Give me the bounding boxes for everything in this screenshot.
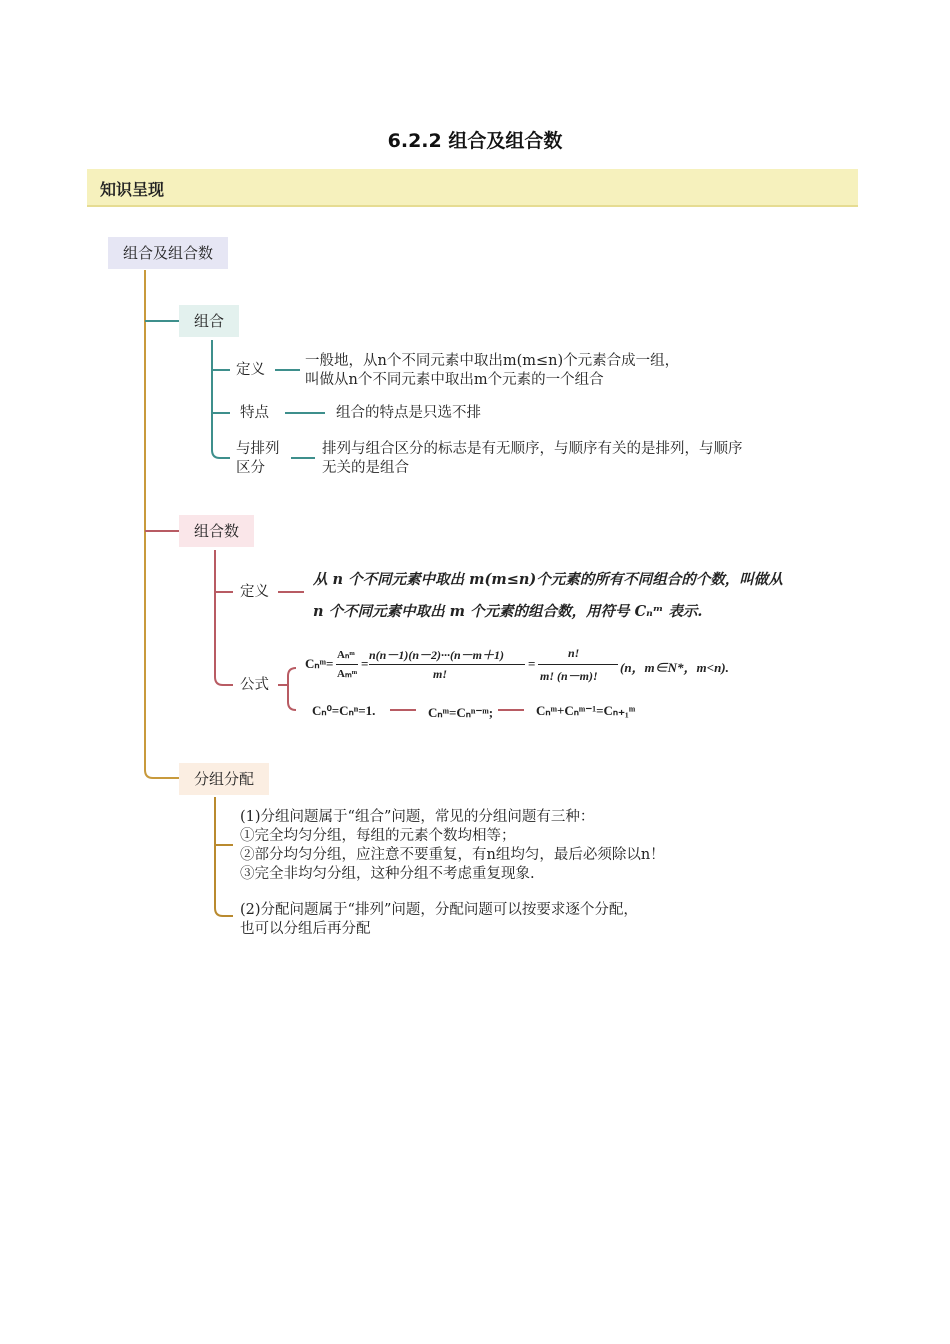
combination-number-definition-line2: n 个不同元素中取出 m 个元素的组合数，用符号 Cₙᵐ 表示. [313,603,703,620]
section-banner [87,169,858,207]
combination-definition-label: 定义 [236,362,265,378]
formula-frac2-denominator: m! [433,667,448,681]
combination-diff-line2: 无关的是组合 [322,460,409,476]
formula-lhs: Cₙᵐ= [305,656,334,671]
formula-frac2-numerator: n(n－1)(n－2)···(n－m＋1) [369,648,505,662]
combination-diff-label-line1: 与排列 [236,441,280,457]
grouping-item2-line1: (2)分配问题属于“排列”问题，分配问题可以按要求逐个分配， [240,902,638,918]
mindmap-root-node: 组合及组合数 [108,237,228,269]
formula-property-1: Cₙ⁰=Cₙⁿ=1. [312,703,376,718]
combination-definition-line1: 一般地，从n个不同元素中取出m(m≤n)个元素合成一组， [305,353,680,369]
formula-frac1-bar [336,664,358,665]
combination-subtree [212,340,230,458]
combination-node: 组合 [179,305,239,337]
formula-condition: (n，m∈N*，m<n). [620,660,729,675]
combination-number-definition-line1: 从 n 个不同元素中取出 m(m≤n)个元素的所有不同组合的个数，叫做从 [313,571,783,588]
combination-number-formula-label: 公式 [240,677,269,693]
formula-frac1-denominator: Aₘᵐ [337,668,358,680]
combination-feature-text: 组合的特点是只选不排 [336,405,481,421]
combination-number-subtree [215,550,233,685]
formula-property-2: Cₙᵐ=Cₙⁿ⁻ᵐ; [428,705,494,720]
formula-frac3-bar [538,664,618,665]
section-banner-label: 知识呈现 [100,180,165,199]
grouping-item1-line2: ①完全均匀分组，每组的元素个数均相等； [240,828,516,844]
grouping-item1-line3: ②部分均匀分组，应注意不要重复，有n组均匀，最后必须除以n！ [240,847,665,863]
combination-diff-line1: 排列与组合区分的标志是有无顺序，与顺序有关的是排列，与顺序 [322,441,743,457]
combination-feature-label: 特点 [240,405,269,421]
trunk-line [145,270,179,778]
formula-frac1-numerator: Aₙᵐ [337,649,355,661]
grouping-item1-line1: (1)分组问题属于“组合”问题，常见的分组问题有三种： [240,809,595,825]
formula-equals-2: = [528,656,536,671]
grouping-node: 分组分配 [179,763,269,795]
formula-frac3-denominator: m! (n－m)! [540,669,598,683]
formula-property-3: Cₙᵐ+Cₙᵐ⁻¹=Cₙ₊₁ᵐ [536,703,636,718]
formula-frac2-bar [369,664,525,665]
combination-number-node: 组合数 [179,515,254,547]
formula-frac3-numerator: n! [568,646,580,660]
formula-equals-1: = [361,656,369,671]
grouping-item2-line2: 也可以分组后再分配 [240,921,371,937]
combination-number-definition-label: 定义 [240,584,269,600]
combination-definition-line2: 叫做从n个不同元素中取出m个元素的一个组合 [305,372,604,388]
combination-diff-label-line2: 区分 [236,460,265,476]
grouping-subtree [215,797,233,916]
page-title: 6.2.2 组合及组合数 [387,130,563,152]
grouping-item1-line4: ③完全非均匀分组，这种分组不考虑重复现象. [240,866,535,882]
